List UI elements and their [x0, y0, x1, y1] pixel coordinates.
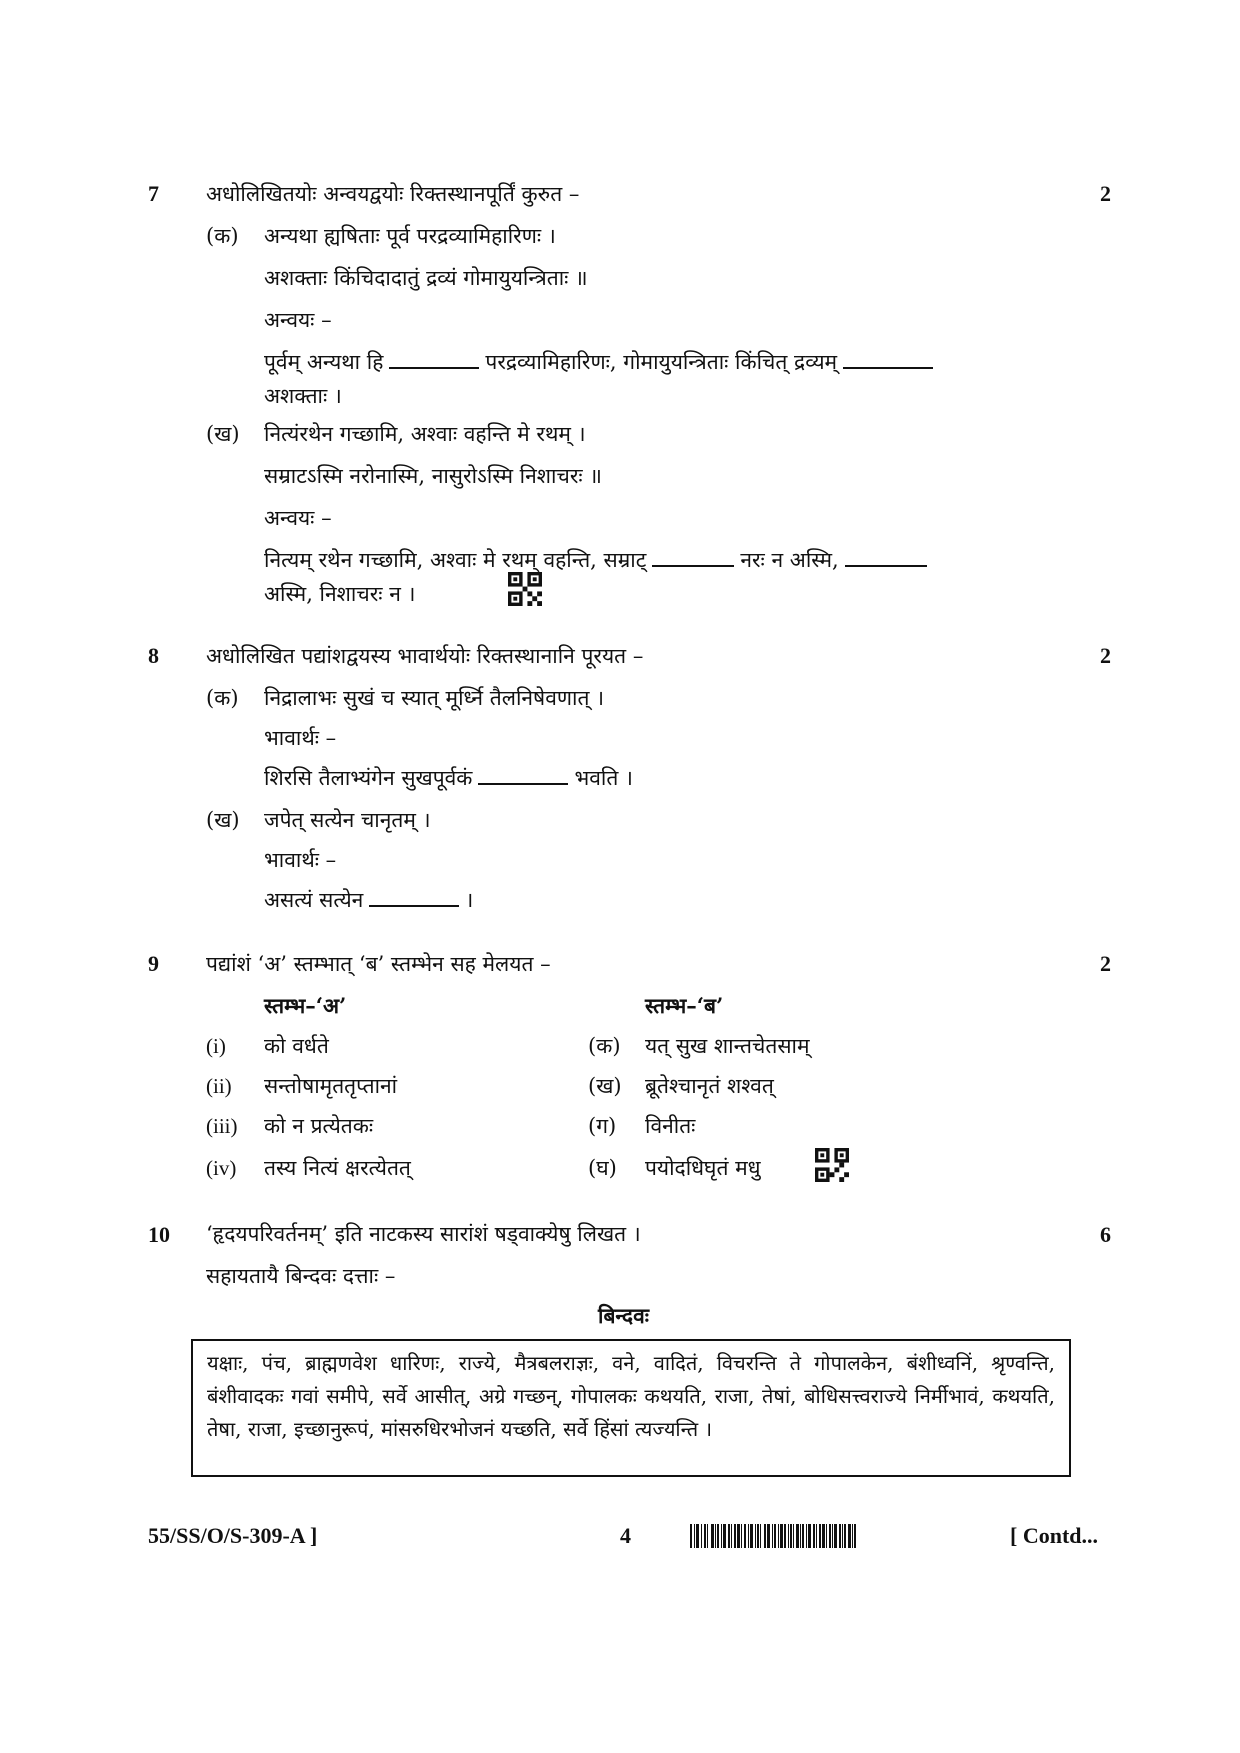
row-a-label: (iii) [206, 1114, 238, 1138]
answer-blank [389, 349, 479, 369]
page-number: 4 [620, 1523, 631, 1548]
q8-marks: 2 [1100, 643, 1111, 668]
q10-help: सहायतायै बिन्दवः दत्ताः – [206, 1264, 396, 1288]
q8b-line-part1: असत्यं सत्येन [264, 888, 364, 912]
row-b-label: (ग) [588, 1114, 617, 1138]
q9-number: 9 [148, 951, 159, 976]
row-a-text: को न प्रत्येतकः [264, 1114, 374, 1138]
q7a-verse2: अशक्ताः किंचिदादातुं द्रव्यं गोमायुयन्त्रिताः ॥ [264, 266, 588, 290]
row-a-label: (iv) [206, 1156, 237, 1180]
q7b-anvay-line2: अस्मि, निशाचरः न । [264, 582, 416, 606]
answer-blank [843, 349, 933, 369]
q7a-verse1: अन्यथा ह्यषिताः पूर्व परद्रव्यामिहारिणः । [264, 224, 556, 248]
qr-code-icon [508, 572, 542, 606]
qr-code-icon [815, 1148, 849, 1182]
row-a-text: तस्य नित्यं क्षरत्येतत् [264, 1156, 411, 1180]
row-b-label: (घ) [588, 1156, 617, 1180]
q7-instruction: अधोलिखितयोः अन्वयद्वयोः रिक्तस्थानपूर्तिं कुरुत – [206, 182, 580, 206]
row-a-label: (ii) [206, 1074, 232, 1098]
q7a-line1-part2: परद्रव्यामिहारिणः, गोमायुयन्त्रिताः किंचित् द्रव्यम् [485, 350, 838, 374]
row-b-label: (क) [588, 1034, 621, 1058]
row-b-label: (ख) [588, 1074, 622, 1098]
q7a-anvay-line2: अशक्ताः । [264, 384, 342, 408]
contd-label: [ Contd... [1010, 1523, 1099, 1548]
answer-blank [845, 547, 927, 567]
q8a-bhav-label: भावार्थः – [264, 726, 337, 750]
q7b-line1-part1: नित्यम् रथेन गच्छामि, अश्वाः मे रथम् वहन्ति, सम्राट् [264, 548, 647, 572]
q8a-bhav-line [264, 764, 633, 792]
q9-instruction: पद्यांशं ‘अ’ स्तम्भात् ‘ब’ स्तम्भेन सह मेलयत – [206, 952, 551, 976]
points-title: बिन्दवः [598, 1303, 649, 1328]
row-b-text: ब्रूतेश्चानृतं शश्वत् [645, 1074, 774, 1098]
q8b-bhav-line [264, 886, 473, 914]
q8b-label: (ख) [206, 808, 240, 832]
q8a-verse: निद्रालाभः सुखं च स्यात् मूर्ध्नि तैलनिषेवणात् । [264, 686, 605, 710]
q8b-verse: जपेत् सत्येन चानृतम् । [264, 808, 431, 832]
paper-code: 55/SS/O/S-309-A ] [148, 1523, 318, 1548]
q7b-anvay-line1 [264, 546, 933, 574]
barcode-icon [690, 1524, 990, 1548]
q8a-line-part2: भवति । [574, 766, 633, 790]
q10-number: 10 [148, 1222, 170, 1247]
row-b-text: यत् सुख शान्तचेतसाम् [645, 1034, 810, 1058]
q7b-label: (ख) [206, 422, 240, 446]
q8a-line-part1: शिरसि तैलाभ्यंगेन सुखपूर्वकं [264, 766, 473, 790]
answer-blank [369, 887, 459, 907]
q10-instruction: ‘हृदयपरिवर्तनम्’ इति नाटकस्य सारांशं षड्वाक्येषु लिखत । [206, 1222, 641, 1246]
points-box: यक्षाः, पंच, ब्राह्मणवेश धारिणः, राज्ये, मैत्रबलराज्ञः, वने, वादितं, विचरन्ति ते गोपालकेन, बंशीध्वनिं, श्रृण्वन्ति, बंशीवादकः गवां समीपे, सर्वे आसीत्, अग्रे गच्छन्, गोपालकः कथयति, राजा, तेषां, बोधिसत्त्वराज्ये निर्मीभावं, कथयति, तेषा, राजा, इच्छानुरूपं, मांसरुधिरभोजनं यच्छति, सर्वे हिंसां त्यज्यन्ति । [191, 1339, 1071, 1477]
answer-blank [478, 765, 568, 785]
q8b-line-part2: । [465, 888, 474, 912]
q7-number: 7 [148, 181, 159, 206]
answer-blank [652, 547, 734, 567]
q7b-verse2: सम्राटऽस्मि नरोनास्मि, नासुरोऽस्मि निशाचरः ॥ [264, 464, 602, 488]
col-a-header: स्तम्भ–‘अ’ [264, 993, 347, 1018]
row-b-text: विनीतः [645, 1114, 696, 1138]
q7a-label: (क) [206, 224, 239, 248]
q10-marks: 6 [1100, 1222, 1111, 1247]
col-b-header: स्तम्भ–‘ब’ [645, 993, 724, 1018]
row-a-text: को वर्धते [264, 1034, 329, 1058]
row-a-text: सन्तोषामृततृप्तानां [264, 1074, 398, 1098]
q8a-label: (क) [206, 686, 239, 710]
q7b-line1-part2: नरः न अस्मि, [740, 548, 839, 572]
row-b-text: पयोदधिघृतं मधु [645, 1156, 761, 1180]
q8-number: 8 [148, 643, 159, 668]
q9-marks: 2 [1100, 951, 1111, 976]
row-a-label: (i) [206, 1034, 226, 1058]
q7a-line1-part1: पूर्वम् अन्यथा हि [264, 350, 384, 374]
q7a-anvay-label: अन्वयः – [264, 308, 332, 332]
q7-marks: 2 [1100, 181, 1111, 206]
q7b-verse1: नित्यंरथेन गच्छामि, अश्वाः वहन्ति मे रथम् । [264, 422, 586, 446]
q8-instruction: अधोलिखित पद्यांशद्वयस्य भावार्थयोः रिक्तस्थानानि पूरयत – [206, 644, 644, 668]
q7b-anvay-label: अन्वयः – [264, 506, 332, 530]
q8b-bhav-label: भावार्थः – [264, 848, 337, 872]
q7a-anvay-line1 [264, 348, 939, 376]
